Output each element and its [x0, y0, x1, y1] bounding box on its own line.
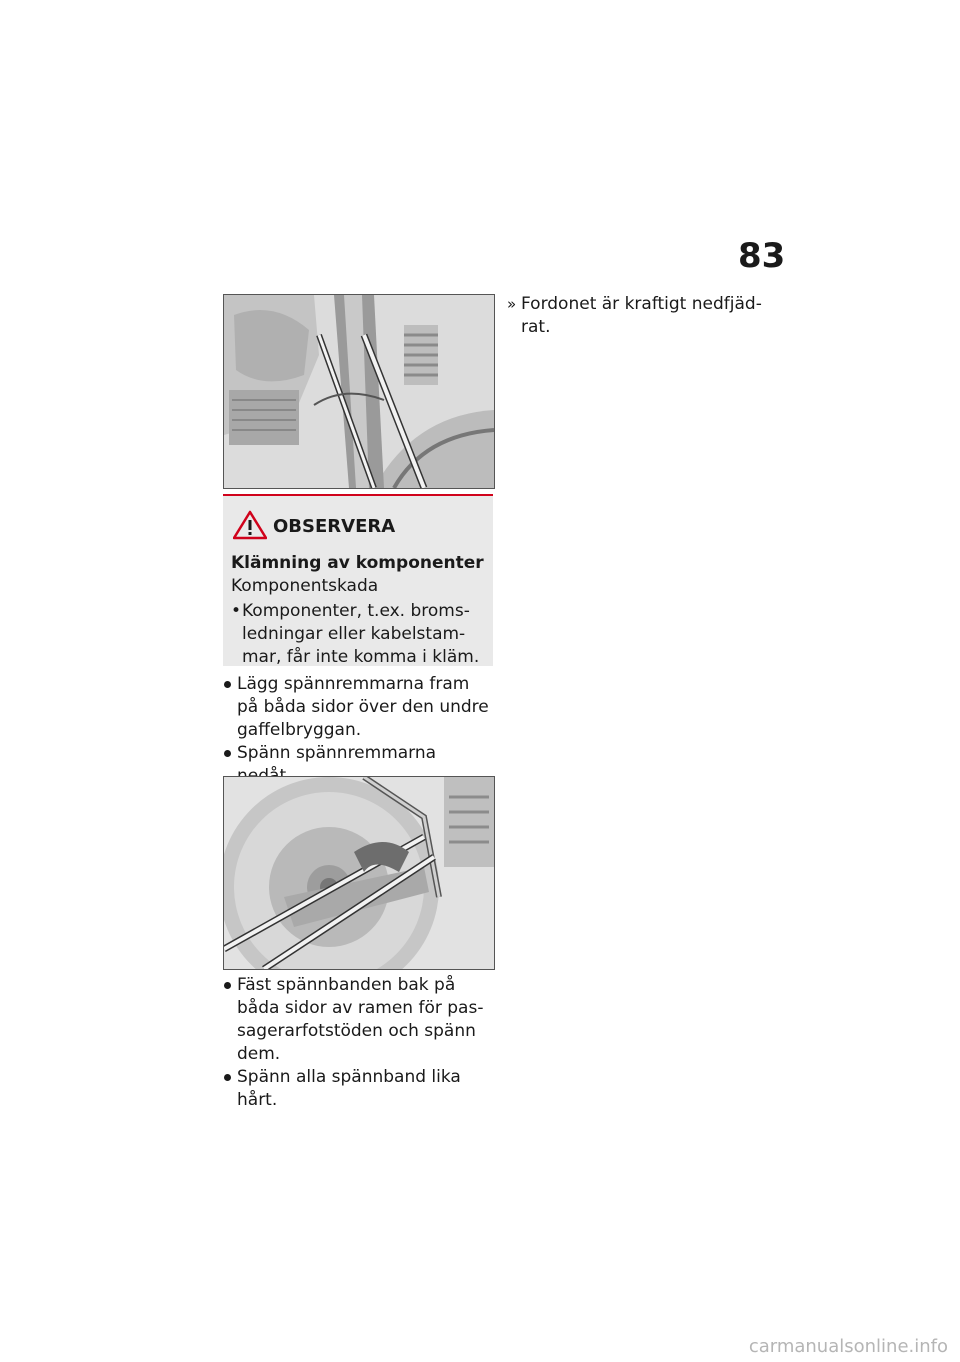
step-text: Fäst spännbanden bak på båda sidor av ramen för pas-sagerarfotstöden och spänn dem.: [237, 975, 484, 1064]
watermark: carmanualsonline.info: [748, 1336, 948, 1357]
page-number: 83: [738, 236, 786, 276]
step-text: Spänn alla spännband lika hårt.: [237, 1067, 461, 1110]
bullet-icon: [224, 681, 231, 688]
list-item: [223, 974, 495, 1066]
result-text: Fordonet är kraftigt nedfjäd-rat.: [521, 294, 762, 337]
notice-bullet: •: [231, 601, 242, 621]
bullet-icon: [224, 982, 231, 989]
step-text: Lägg spännremmarna fram på båda sidor över den undre gaffelbryggan.: [237, 674, 489, 740]
instruction-list-rear: [223, 974, 495, 1112]
instruction-list-front: [223, 673, 495, 788]
notice-measure: [231, 600, 485, 669]
warning-triangle-icon: [233, 510, 267, 540]
list-item: [223, 673, 495, 742]
result-arrow-icon: »: [507, 295, 517, 313]
bullet-icon: [224, 750, 231, 757]
bullet-icon: [224, 1074, 231, 1081]
caution-notice: [223, 494, 493, 666]
notice-subject: Klämning av komponenter: [231, 553, 484, 573]
notice-measure-text: Komponenter, t.ex. broms-ledningar eller kabelstam-mar, får inte komma i kläm.: [242, 601, 480, 667]
list-item: [223, 1066, 495, 1112]
notice-consequence: Komponentskada: [231, 576, 379, 596]
result-line: [507, 293, 767, 339]
notice-title: OBSERVERA: [273, 516, 396, 537]
front-fork-strap-illustration: [223, 294, 495, 489]
rear-frame-strap-illustration: [223, 776, 495, 970]
step-text: Spänn spännremmarna: [237, 743, 437, 763]
